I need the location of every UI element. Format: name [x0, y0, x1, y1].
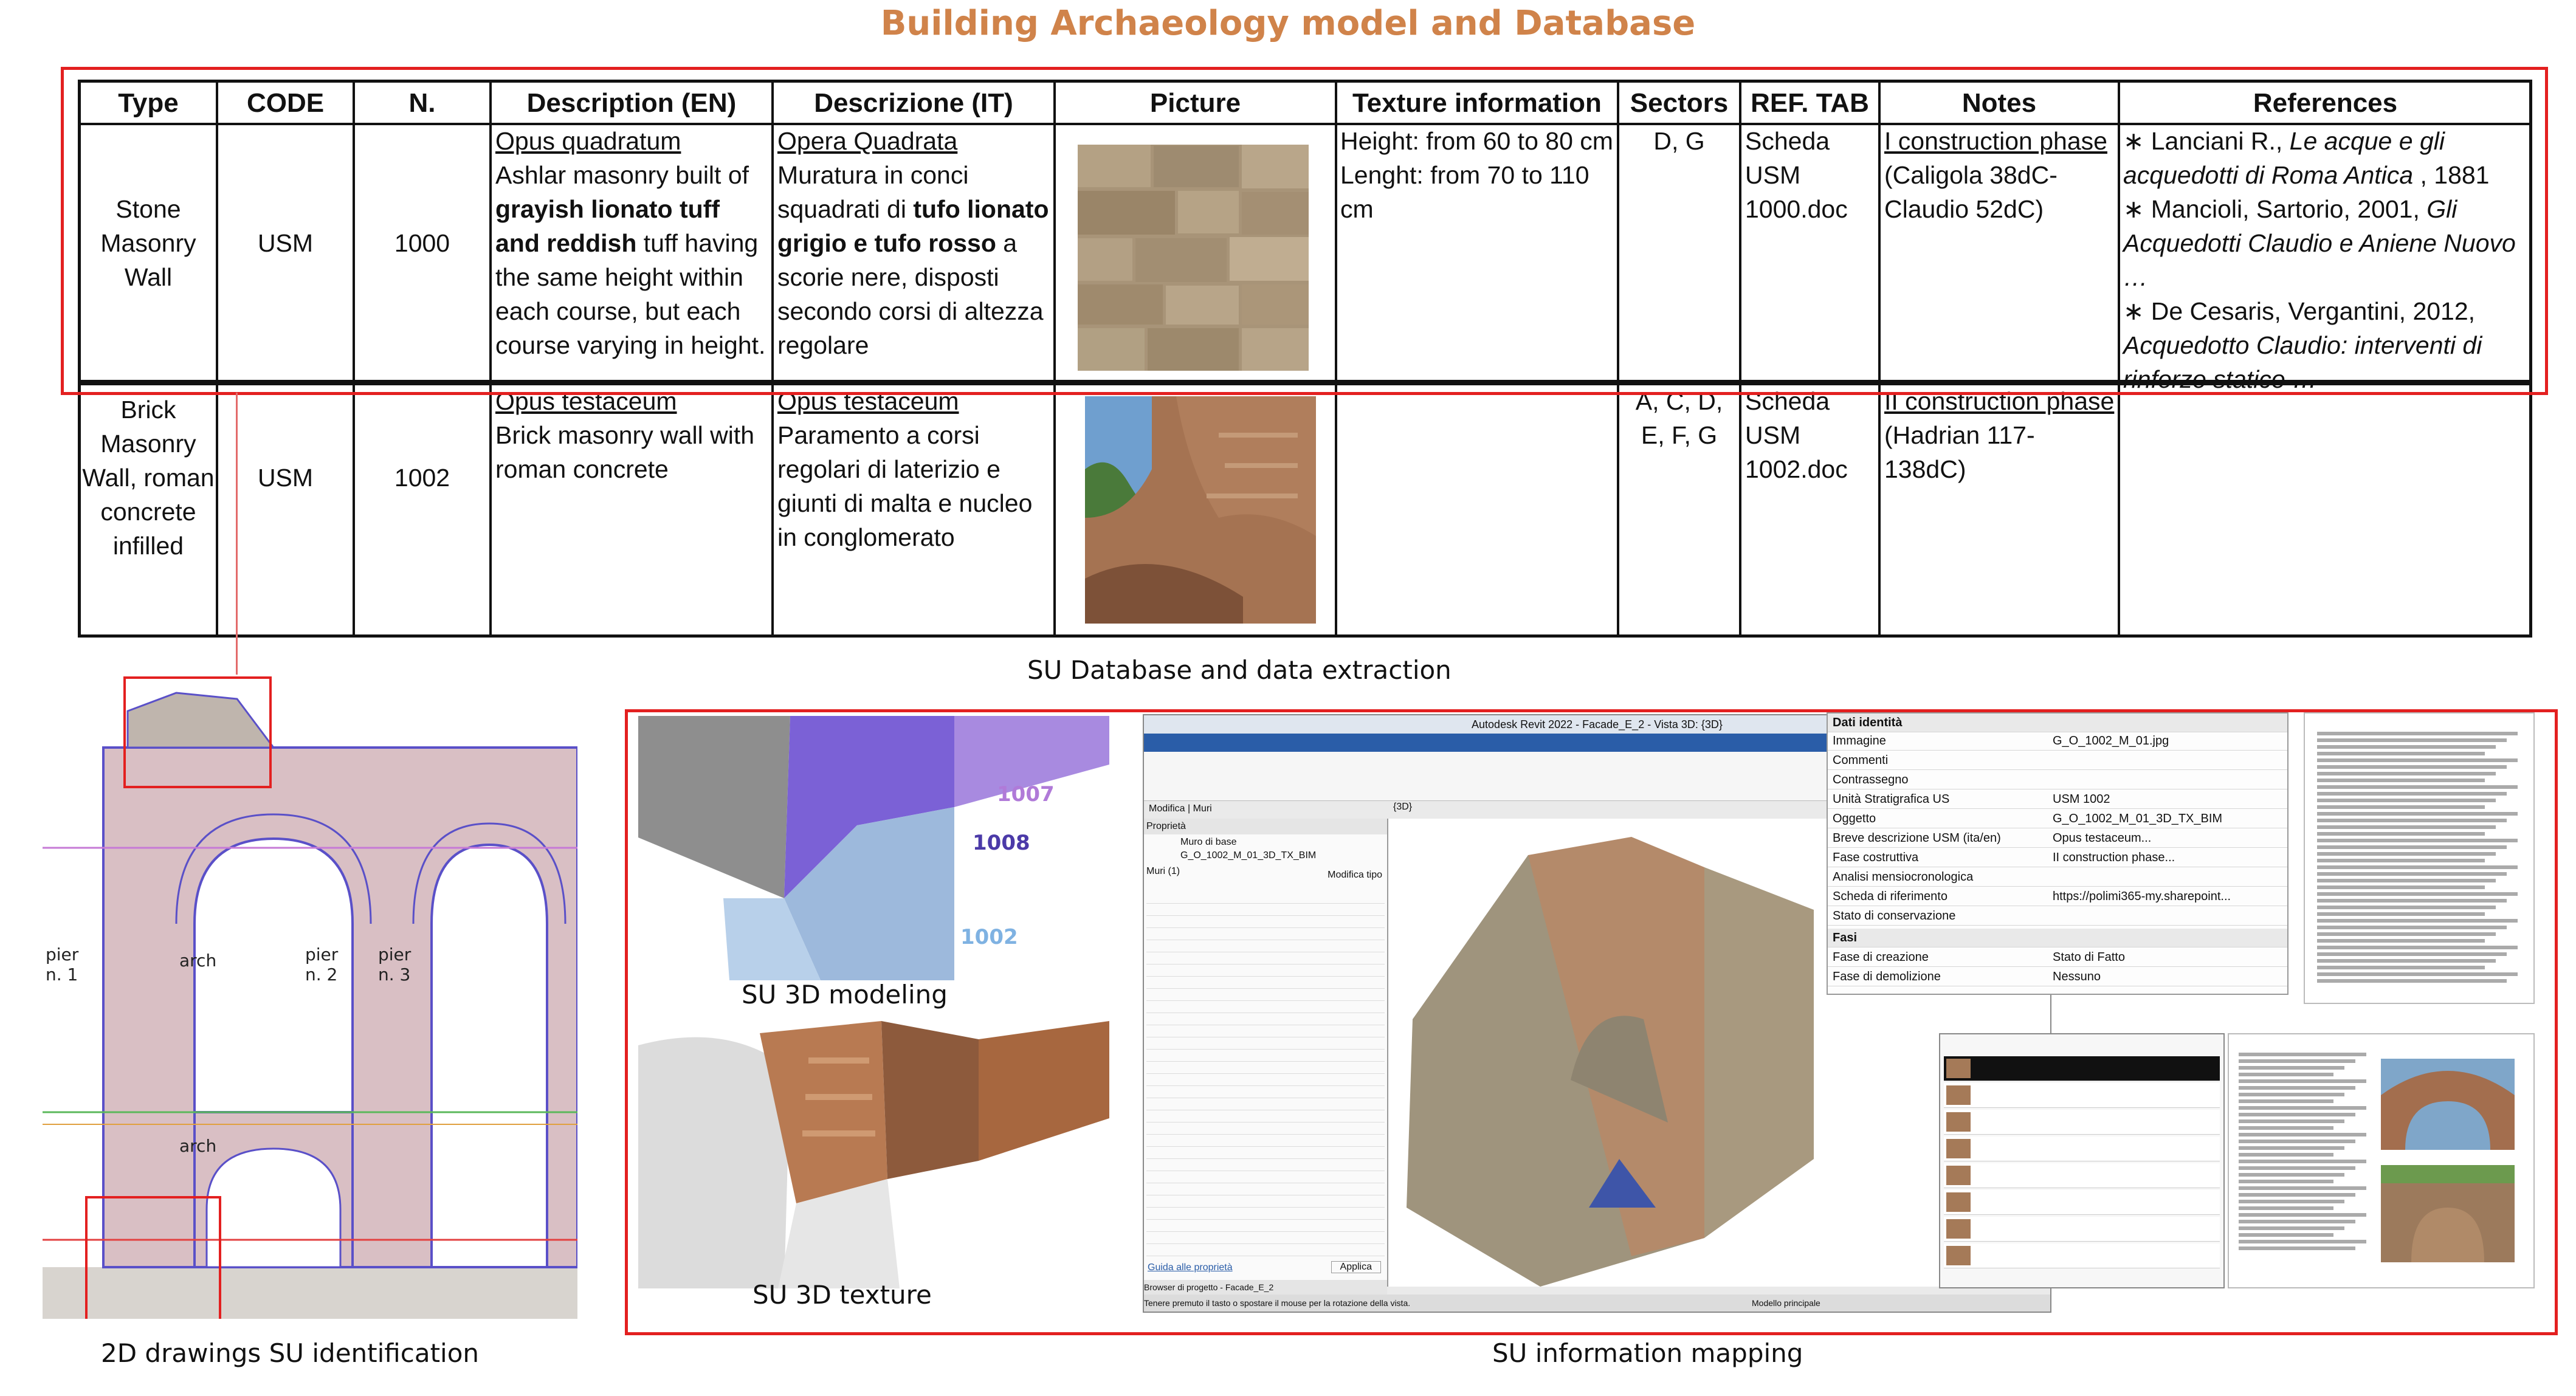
document-text-line	[2317, 832, 2485, 836]
phase-key: Fase di creazione	[1833, 951, 1929, 964]
row1-desc-it: Opera Quadrata Muratura in conci squadrati di tufo lionato grigio e tufo rosso a scorie nere, disposti secondo corsi di altezza regolare	[777, 127, 1049, 359]
document-text-line	[2317, 732, 2518, 735]
properties-family: Muro di base	[1180, 837, 1237, 847]
identity-key: Analisi mensiocronologica	[1833, 870, 1974, 884]
project-browser-tab[interactable]: Browser di progetto - Facade_E_2	[1144, 1280, 1387, 1295]
row2-code: USM	[257, 464, 314, 492]
identity-row[interactable]	[1828, 732, 2287, 751]
su-3d-model	[638, 716, 1109, 980]
report-text-line	[2239, 1153, 2333, 1157]
document-text-line	[2317, 859, 2485, 862]
properties-help-link[interactable]: Guida alle proprietà	[1148, 1262, 1233, 1273]
document-text-line	[2317, 785, 2518, 789]
report-text-line	[2239, 1240, 2366, 1243]
label-pier2-a: pier	[305, 944, 339, 964]
row2-n: 1002	[394, 464, 450, 492]
row1-type: Stone Masonry Wall	[100, 195, 196, 291]
label-arch-bottom: arch	[179, 1136, 217, 1156]
identity-key: Scheda di riferimento	[1833, 890, 1947, 903]
properties-type: G_O_1002_M_01_3D_TX_BIM	[1180, 850, 1317, 861]
label-1002: 1002	[960, 925, 1018, 949]
scheda-document	[2304, 712, 2535, 1004]
catalog-row[interactable]	[1944, 1243, 2220, 1268]
document-text-line	[2317, 812, 2518, 816]
identity-row[interactable]	[1828, 868, 2287, 887]
view-tab[interactable]: {3D}	[1393, 802, 1413, 812]
document-text-line	[2317, 966, 2485, 969]
identity-key: Fase costruttiva	[1833, 851, 1919, 864]
document-text-line	[2317, 845, 2507, 849]
caption-mapping: SU information mapping	[1492, 1338, 1803, 1368]
document-text-line	[2317, 885, 2485, 889]
row2-desc-it: Opus testaceum Paramento a corsi regolari di laterizio e giunti di malta e nucleo in conglomerato	[777, 387, 1033, 551]
report-text-line	[2239, 1206, 2333, 1210]
report-text-line	[2239, 1193, 2355, 1197]
identity-value[interactable]: G_O_1002_M_01_3D_TX_BIM	[2053, 812, 2223, 825]
document-text-line	[2317, 952, 2507, 956]
document-text-line	[2317, 758, 2518, 762]
identity-data-panel[interactable]	[1827, 712, 2288, 995]
catalog-row[interactable]	[1944, 1163, 2220, 1188]
phase-row[interactable]	[1828, 948, 2287, 967]
report-text-line	[2239, 1180, 2333, 1183]
identity-key: Immagine	[1833, 734, 1886, 748]
caption-drawings: 2D drawings SU identification	[101, 1338, 480, 1368]
row1-sectors: D, G	[1653, 127, 1705, 155]
document-text-line	[2317, 792, 2507, 796]
report-photo-wall	[2381, 1165, 2515, 1262]
catalog-thumbnail	[1946, 1059, 1971, 1078]
model-selector[interactable]: Modello principale	[1752, 1298, 1820, 1308]
document-text-line	[2317, 892, 2518, 896]
catalog-row[interactable]	[1944, 1190, 2220, 1215]
document-text-line	[2317, 972, 2518, 976]
label-arch-top: arch	[179, 951, 217, 971]
document-text-line	[2317, 919, 2518, 923]
document-text-line	[2317, 745, 2496, 749]
phase-key: Fase di demolizione	[1833, 970, 1941, 983]
caption-modeling: SU 3D modeling	[742, 980, 948, 1009]
catalog-row[interactable]	[1944, 1056, 2220, 1081]
document-text-line	[2317, 865, 2518, 869]
document-text-line	[2317, 946, 2518, 949]
catalog-row[interactable]	[1944, 1136, 2220, 1161]
report-text-line	[2239, 1059, 2355, 1063]
catalog-thumbnail	[1946, 1192, 1971, 1212]
status-bar	[1144, 1295, 2050, 1312]
revit-context-tab[interactable]: Modifica | Muri	[1149, 803, 1212, 814]
catalog-thumbnail	[1946, 1085, 1971, 1105]
report-text-line	[2239, 1186, 2366, 1190]
apply-button[interactable]: Applica	[1331, 1261, 1381, 1273]
page-title: Building Archaeology model and Database	[880, 4, 1696, 43]
identity-key: Breve descrizione USM (ita/en)	[1833, 831, 2001, 845]
document-text-line	[2317, 805, 2485, 809]
row2-sectors: A, C, D, E, F, G	[1635, 387, 1723, 449]
report-text-line	[2239, 1119, 2344, 1123]
report-text-line	[2239, 1213, 2366, 1217]
identity-value[interactable]: G_O_1002_M_01.jpg	[2053, 734, 2169, 748]
header-references: References	[2253, 88, 2398, 118]
properties-panel[interactable]	[1144, 819, 1388, 1287]
row1-notes: I construction phase (Caligola 38dC-Claudio 52dC)	[1884, 127, 2107, 223]
identity-row[interactable]	[1828, 751, 2287, 770]
report-text-line	[2239, 1066, 2344, 1070]
edit-type-button[interactable]: Modifica tipo	[1328, 870, 1382, 880]
document-text-line	[2317, 899, 2507, 903]
catalog-thumbnail	[1946, 1166, 1971, 1185]
report-text-line	[2239, 1106, 2366, 1110]
document-text-line	[2317, 765, 2507, 769]
label-1008: 1008	[973, 831, 1030, 855]
document-text-line	[2317, 819, 2507, 822]
revit-title-bar: Autodesk Revit 2022 - Facade_E_2 - Vista 3D: {3D}	[1144, 715, 2050, 734]
identity-key: Stato di conservazione	[1833, 909, 1956, 923]
header-picture: Picture	[1149, 88, 1241, 118]
image-catalog-dialog[interactable]	[1939, 1033, 2225, 1288]
header-desc-it: Descrizione (IT)	[814, 88, 1013, 118]
row2-ref-tab[interactable]: Scheda USM 1002.doc	[1745, 387, 1848, 483]
catalog-row[interactable]	[1944, 1083, 2220, 1108]
row2-notes: II construction phase (Hadrian 117-138dC)	[1884, 387, 2115, 483]
walls-count[interactable]: Muri (1)	[1146, 866, 1180, 876]
document-text-line	[2317, 939, 2485, 943]
phases-header: Fasi	[1828, 929, 2287, 947]
phase-row[interactable]	[1828, 968, 2287, 986]
identity-row[interactable]	[1828, 848, 2287, 867]
status-text: Tenere premuto il tasto o spostare il mouse per la rotazione della vista.	[1144, 1298, 1411, 1308]
catalog-thumbnail	[1946, 1112, 1971, 1132]
document-text-line	[2317, 906, 2496, 909]
report-text-line	[2239, 1140, 2355, 1143]
elevation-drawing	[43, 675, 577, 1319]
report-text-line	[2239, 1246, 2355, 1250]
document-text-line	[2317, 799, 2496, 802]
caption-texture: SU 3D texture	[752, 1280, 932, 1310]
report-text-line	[2239, 1099, 2333, 1103]
identity-key: Commenti	[1833, 754, 1889, 767]
report-text-line	[2239, 1073, 2333, 1076]
label-1007: 1007	[997, 782, 1055, 806]
document-text-line	[2317, 879, 2496, 882]
catalog-thumbnail	[1946, 1246, 1971, 1265]
identity-value[interactable]: Opus testaceum...	[2053, 831, 2152, 845]
document-text-line	[2317, 839, 2518, 842]
phase-value[interactable]: Stato di Fatto	[2053, 951, 2125, 964]
connector-line	[236, 393, 238, 678]
header-desc-en: Description (EN)	[526, 88, 737, 118]
row1-texture: Height: from 60 to 80 cm Lenght: from 70 to 110 cm	[1340, 127, 1613, 223]
report-text-line	[2239, 1086, 2355, 1090]
header-notes: Notes	[1961, 88, 2037, 118]
row1-n: 1000	[394, 229, 450, 257]
report-text-line	[2239, 1173, 2344, 1177]
document-text-line	[2317, 852, 2496, 856]
caption-database: SU Database and data extraction	[1027, 655, 1452, 685]
document-text-line	[2317, 738, 2507, 742]
identity-value[interactable]: USM 1002	[2053, 793, 2110, 806]
document-text-line	[2317, 926, 2507, 929]
row2-desc-en: Opus testaceum Brick masonry wall with roman concrete	[495, 387, 755, 483]
report-text-line	[2239, 1126, 2333, 1130]
identity-row[interactable]	[1828, 887, 2287, 906]
catalog-row[interactable]	[1944, 1217, 2220, 1242]
report-photo-arch	[2381, 1059, 2515, 1150]
catalog-thumbnail	[1946, 1139, 1971, 1158]
header-type: Type	[118, 88, 179, 118]
identity-row[interactable]	[1828, 829, 2287, 848]
identity-row[interactable]	[1828, 810, 2287, 828]
identity-value[interactable]: II construction phase...	[2053, 851, 2175, 864]
header-sectors: Sectors	[1630, 88, 1729, 118]
document-text-line	[2317, 825, 2496, 829]
identity-row[interactable]	[1828, 771, 2287, 789]
report-text-line	[2239, 1133, 2366, 1136]
catalog-row[interactable]	[1944, 1110, 2220, 1135]
row1-highlight-box	[61, 67, 2548, 395]
document-text-line	[2317, 872, 2507, 876]
header-texture: Texture information	[1352, 88, 1602, 118]
row2-brick-photo	[1085, 396, 1316, 624]
document-text-line	[2317, 912, 2485, 916]
identity-key: Unità Stratigrafica US	[1833, 793, 1950, 806]
label-pier1-a: pier	[46, 944, 79, 964]
catalog-thumbnail	[1946, 1219, 1971, 1239]
identity-header: Dati identità	[1828, 713, 2287, 732]
report-text-line	[2239, 1160, 2366, 1163]
photo-report-document	[2228, 1033, 2535, 1288]
report-text-line	[2239, 1079, 2366, 1083]
identity-row[interactable]	[1828, 790, 2287, 809]
properties-header: Proprietà	[1144, 819, 1387, 834]
properties-grid[interactable]	[1146, 892, 1385, 1256]
header-code: CODE	[246, 88, 325, 118]
report-text-line	[2239, 1166, 2355, 1170]
su-3d-texture	[638, 1021, 1109, 1288]
document-text-line	[2317, 932, 2496, 936]
report-text-line	[2239, 1233, 2333, 1237]
identity-key: Contrassegno	[1833, 773, 1909, 786]
document-text-line	[2317, 752, 2485, 755]
document-text-line	[2317, 772, 2496, 775]
report-text-line	[2239, 1053, 2366, 1056]
header-ref-tab: REF. TAB	[1751, 88, 1869, 118]
report-text-line	[2239, 1200, 2344, 1203]
row1-ref-tab[interactable]: Scheda USM 1000.doc	[1745, 127, 1848, 223]
report-text-line	[2239, 1220, 2355, 1223]
report-text-line	[2239, 1113, 2355, 1116]
label-pier3-b: n. 3	[378, 964, 411, 985]
document-text-line	[2317, 979, 2507, 983]
report-text-line	[2239, 1146, 2344, 1150]
label-pier1-b: n. 1	[46, 964, 78, 985]
identity-key: Oggetto	[1833, 812, 1876, 825]
identity-value[interactable]: https://polimi365-my.sharepoint...	[2053, 890, 2231, 903]
report-text-line	[2239, 1093, 2344, 1096]
row1-references: ∗ Lanciani R., Le acque e gli acquedotti di Roma Antica , 1881 ∗ Mancioli, Sartorio, 2001, Gli Acquedotti Claudio e Aniene Nuovo … ∗ De Cesaris, Vergantini, 2012, Acquedotto Claudio: interventi di rinforzo statico …	[2123, 127, 2516, 393]
phase-value[interactable]: Nessuno	[2053, 970, 2101, 983]
label-pier3-a: pier	[378, 944, 412, 964]
row1-code: USM	[257, 229, 314, 257]
row1-desc-en: Opus quadratum Ashlar masonry built of grayish lionato tuff and reddish tuff having the same height within each course, but each course varying in height.	[495, 127, 766, 359]
identity-row[interactable]	[1828, 907, 2287, 926]
report-text-line	[2239, 1226, 2344, 1230]
document-text-line	[2317, 959, 2496, 963]
header-n: N.	[408, 88, 436, 118]
row2-type: Brick Masonry Wall, roman concrete infilled	[82, 396, 215, 560]
label-pier2-b: n. 2	[305, 964, 338, 985]
document-text-line	[2317, 779, 2485, 782]
